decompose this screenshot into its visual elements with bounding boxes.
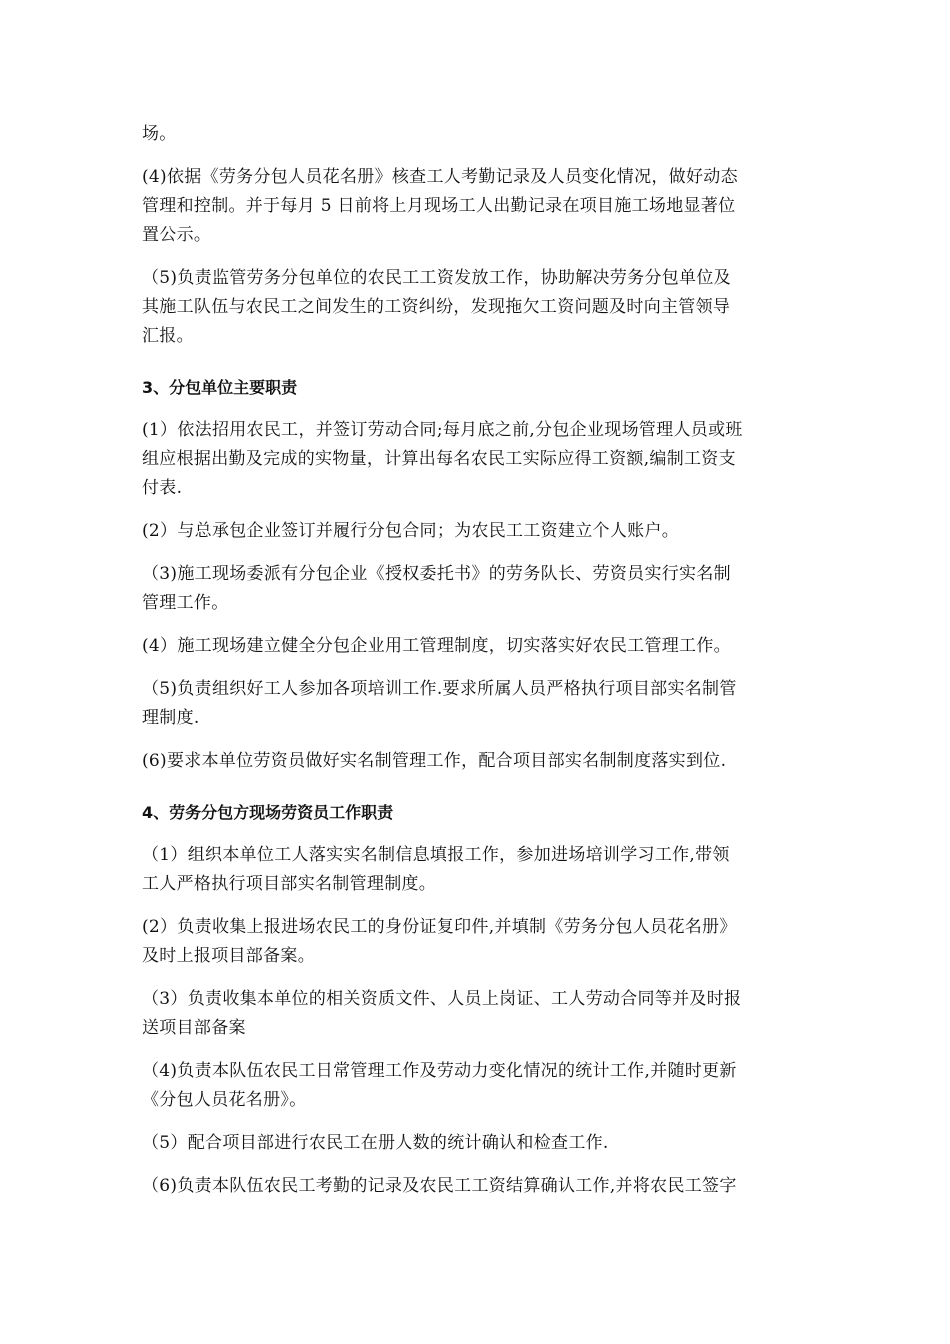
paragraph	[142, 517, 810, 546]
paragraph-line: 汇报。	[142, 326, 194, 346]
paragraph-line: (2）负责收集上报进场农民工的身份证复印件,并填制《劳务分包人员花名册》	[142, 917, 737, 937]
paragraph	[142, 264, 810, 351]
paragraph	[142, 1057, 810, 1115]
paragraph	[142, 841, 810, 899]
paragraph	[142, 747, 810, 776]
paragraph	[142, 1172, 810, 1201]
paragraph-line: 管理和控制。并于每月 5 日前将上月现场工人出勤记录在项目施工场地显著位	[142, 196, 736, 216]
section-heading: 4、劳务分包方现场劳资员工作职责	[142, 803, 394, 822]
paragraph-line: （5)负责监管劳务分包单位的农民工工资发放工作，协助解决劳务分包单位及	[142, 268, 731, 288]
paragraph-line: （3)施工现场委派有分包企业《授权委托书》的劳务队长、劳资员实行实名制	[142, 564, 731, 584]
paragraph-line: (1）依法招用农民工，并签订劳动合同;每月底之前,分包企业现场管理人员或班	[142, 420, 743, 440]
paragraph	[142, 1129, 810, 1158]
paragraph-line: （5)负责组织好工人参加各项培训工作.要求所属人员严格执行项目部实名制管	[142, 679, 737, 699]
paragraph	[142, 416, 810, 503]
section-heading: 3、分包单位主要职责	[142, 378, 298, 397]
paragraph-line: 付表.	[142, 478, 183, 498]
paragraph-line: 其施工队伍与农民工之间发生的工资纠纷，发现拖欠工资问题及时向主管领导	[142, 297, 731, 317]
paragraph-line: 管理工作。	[142, 593, 229, 613]
paragraph-line: （1）组织本单位工人落实实名制信息填报工作，参加进场培训学习工作,带领	[142, 845, 730, 865]
paragraph-line: 置公示。	[142, 225, 212, 245]
paragraph-line: 工人严格执行项目部实名制管理制度。	[142, 874, 437, 894]
paragraph	[142, 632, 810, 661]
paragraph-line: （4)负责本队伍农民工日常管理工作及劳动力变化情况的统计工作,并随时更新	[142, 1061, 737, 1081]
paragraph	[142, 120, 810, 149]
paragraph	[142, 985, 810, 1043]
paragraph-line: （3）负责收集本单位的相关资质文件、人员上岗证、工人劳动合同等并及时报	[142, 989, 742, 1009]
paragraph	[142, 675, 810, 733]
paragraph-line: 《分包人员花名册》。	[142, 1090, 307, 1110]
paragraph-line: 理制度.	[142, 708, 200, 728]
paragraph-line: (4)依据《劳务分包人员花名册》核查工人考勤记录及人员变化情况，做好动态	[142, 167, 738, 187]
paragraph	[142, 163, 810, 250]
paragraph-line: （6)负责本队伍农民工考勤的记录及农民工工资结算确认工作,并将农民工签字	[142, 1176, 737, 1196]
paragraph	[142, 913, 810, 971]
paragraph-line: 及时上报项目部备案。	[142, 946, 315, 966]
paragraph-line: (4）施工现场建立健全分包企业用工管理制度，切实落实好农民工管理工作。	[142, 636, 731, 656]
paragraph-line: 送项目部备案	[142, 1018, 246, 1038]
paragraph-line: 场。	[142, 124, 177, 144]
paragraph-line: 组应根据出勤及完成的实物量，计算出每名农民工实际应得工资额,编制工资支	[142, 449, 736, 469]
document-page	[142, 120, 810, 1215]
paragraph-line: (2）与总承包企业签订并履行分包合同；为农民工工资建立个人账户。	[142, 521, 680, 541]
paragraph-line: （5）配合项目部进行农民工在册人数的统计确认和检查工作.	[142, 1133, 609, 1153]
paragraph	[142, 560, 810, 618]
paragraph-line: (6)要求本单位劳资员做好实名制管理工作，配合项目部实名制制度落实到位.	[142, 751, 727, 771]
